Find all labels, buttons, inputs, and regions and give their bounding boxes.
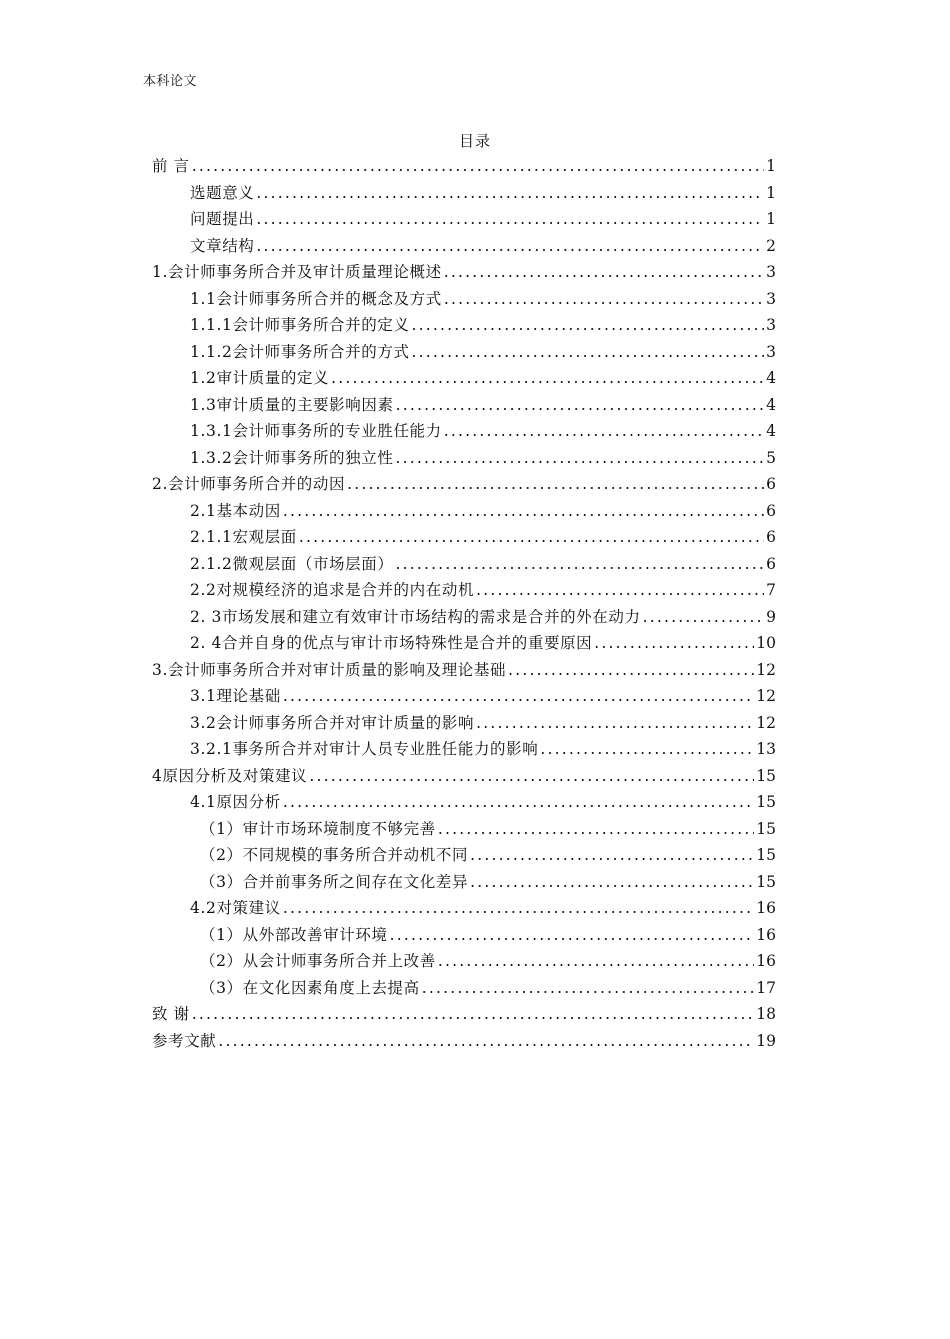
toc-entry-text: 2. 3市场发展和建立有效审计市场结构的需求是合并的外在动力 [190, 607, 641, 626]
toc-entry-text: 选题意义 [190, 183, 255, 202]
toc-entry-page: 15 [756, 846, 776, 864]
toc-entry[interactable] [152, 737, 776, 764]
toc-entry-page: 10 [756, 634, 776, 652]
toc-entry[interactable] [152, 658, 776, 685]
toc-entry-page: 13 [756, 740, 776, 758]
dot-leader [283, 793, 754, 811]
toc-entry-page: 3 [766, 342, 776, 361]
dot-leader [395, 555, 764, 573]
toc-entry-page: 17 [756, 978, 776, 997]
toc-entry-text: 4原因分析及对策建议 [152, 766, 308, 785]
toc-entry-text: 4.1原因分析 [190, 793, 281, 811]
toc-entry-text: 1.1会计师事务所合并的概念及方式 [190, 289, 442, 308]
toc-entry[interactable] [152, 234, 776, 261]
toc-entry-text: 2.2对规模经济的追求是合并的内在动机 [190, 581, 475, 599]
toc-entry-page: 16 [756, 952, 776, 970]
toc-entry[interactable] [152, 843, 776, 870]
toc-title: 目录 [458, 132, 491, 150]
toc-entry[interactable] [152, 631, 776, 658]
toc-entry-page: 9 [766, 607, 776, 626]
dot-leader [422, 979, 755, 997]
toc-entry-text: 致 谢 [152, 1005, 190, 1023]
toc-entry-page: 6 [766, 528, 776, 546]
toc-entry-page: 1 [766, 183, 776, 202]
dot-leader [594, 634, 754, 652]
toc-entry-page: 6 [766, 475, 776, 493]
toc-entry-page: 16 [756, 899, 776, 917]
toc-entry-page: 3 [766, 263, 776, 281]
toc-entry-page: 15 [756, 793, 776, 811]
toc-entry-text: 2.1基本动因 [190, 501, 281, 520]
toc-entry-page: 6 [766, 554, 776, 573]
toc-entry[interactable] [152, 605, 776, 632]
dot-leader [395, 449, 764, 467]
toc-entry-text: 3.2会计师事务所合并对审计质量的影响 [190, 713, 475, 732]
toc-entry-text: （1）从外部改善审计环境 [200, 925, 388, 944]
dot-leader [309, 767, 754, 785]
toc-entry-text: 前 言 [152, 157, 190, 175]
toc-entry-text: 2.会计师事务所合并的动因 [152, 475, 346, 493]
toc-entry-page: 5 [766, 448, 776, 467]
dot-leader [192, 1005, 755, 1023]
toc-entry-page: 3 [766, 289, 776, 308]
toc-entry-page: 15 [756, 766, 776, 785]
toc-entry-page: 6 [766, 501, 776, 520]
dot-leader [444, 422, 764, 440]
toc-entry[interactable] [152, 525, 776, 552]
toc-entry-text: 2. 4合并自身的优点与审计市场特殊性是合并的重要原因 [190, 634, 593, 652]
toc-entry-page: 12 [756, 660, 776, 679]
toc-entry[interactable] [152, 711, 776, 738]
toc-entry-page: 19 [756, 1031, 776, 1050]
dot-leader [256, 210, 764, 228]
toc-entry[interactable] [152, 976, 776, 1003]
dot-leader [256, 237, 764, 255]
toc-entry-text: 2.1.2微观层面（市场层面） [190, 554, 394, 573]
dot-leader [218, 1032, 754, 1050]
dot-leader [390, 926, 755, 944]
toc-entry[interactable] [152, 949, 776, 976]
dot-leader [283, 899, 754, 917]
page-header: 本科论文 [143, 74, 198, 89]
toc-entry[interactable] [152, 1002, 776, 1029]
toc-entry[interactable] [152, 499, 776, 526]
toc-entry-text: 1.3.2会计师事务所的独立性 [190, 448, 394, 467]
toc-entry-text: （1）审计市场环境制度不够完善 [200, 819, 436, 838]
toc-entry-text: （3）在文化因素角度上去提高 [200, 978, 420, 997]
toc-entry-text: 1.会计师事务所合并及审计质量理论概述 [152, 263, 442, 281]
toc-entry[interactable] [152, 446, 776, 473]
toc-entry-page: 4 [766, 369, 776, 387]
dot-leader [540, 740, 754, 758]
toc-entry-page: 1 [766, 210, 776, 228]
toc-entry-text: 文章结构 [190, 236, 255, 255]
toc-entry-text: 3.会计师事务所合并对审计质量的影响及理论基础 [152, 660, 507, 679]
toc-entry[interactable] [152, 181, 776, 208]
dot-leader [331, 369, 764, 387]
toc-entry-page: 2 [766, 236, 776, 255]
toc-entry[interactable] [152, 207, 776, 234]
toc-entry[interactable] [152, 472, 776, 499]
toc-entry-text: 1.3审计质量的主要影响因素 [190, 395, 394, 414]
dot-leader [283, 687, 754, 705]
toc-entry-text: （2）不同规模的事务所合并动机不同 [200, 846, 469, 864]
toc-entry[interactable] [152, 340, 776, 367]
toc-entry-page: 16 [756, 925, 776, 944]
toc-entry[interactable] [152, 764, 776, 791]
toc-entry[interactable] [152, 313, 776, 340]
toc-entry-text: 1.1.1会计师事务所合并的定义 [190, 316, 410, 334]
toc-entry[interactable] [152, 684, 776, 711]
toc-entry-text: 1.3.1会计师事务所的专业胜任能力 [190, 422, 442, 440]
toc-entry-text: 1.1.2会计师事务所合并的方式 [190, 342, 410, 361]
dot-leader [438, 952, 754, 970]
dot-leader [412, 316, 765, 334]
toc-entry-page: 4 [766, 395, 776, 414]
dot-leader [476, 581, 764, 599]
toc-entry-page: 12 [756, 713, 776, 732]
toc-entry-text: 2.1.1宏观层面 [190, 528, 297, 546]
toc-entry-page: 3 [766, 316, 776, 334]
toc-entry-page: 15 [756, 872, 776, 891]
toc-entry[interactable] [152, 578, 776, 605]
dot-leader [444, 263, 764, 281]
toc-entry[interactable] [152, 552, 776, 579]
dot-leader [508, 661, 754, 679]
toc-entry[interactable] [152, 154, 776, 181]
toc-entry[interactable] [152, 366, 776, 393]
toc-entry[interactable] [152, 923, 776, 950]
dot-leader [256, 184, 764, 202]
toc-entry-text: 问题提出 [190, 210, 255, 228]
toc-entry-page: 18 [756, 1005, 776, 1023]
toc-entry-text: 3.2.1事务所合并对审计人员专业胜任能力的影响 [190, 740, 539, 758]
dot-leader [470, 873, 754, 891]
toc-entry[interactable] [152, 817, 776, 844]
toc-entry-text: 1.2审计质量的定义 [190, 369, 330, 387]
toc-entry-text: 3.1理论基础 [190, 687, 281, 705]
toc-entry[interactable] [152, 419, 776, 446]
toc-entry[interactable] [152, 260, 776, 287]
toc-entry-page: 4 [766, 422, 776, 440]
toc-entry-text: 4.2对策建议 [190, 899, 281, 917]
dot-leader [192, 157, 764, 175]
toc-entry[interactable] [152, 896, 776, 923]
toc-entry[interactable] [152, 1029, 776, 1056]
dot-leader [476, 714, 754, 732]
toc-entry[interactable] [152, 870, 776, 897]
dot-leader [299, 528, 764, 546]
toc-entry[interactable] [152, 287, 776, 314]
toc-entry[interactable] [152, 393, 776, 420]
table-of-contents [152, 154, 776, 1055]
toc-entry-text: （2）从会计师事务所合并上改善 [200, 952, 436, 970]
toc-entry[interactable] [152, 790, 776, 817]
dot-leader [470, 846, 754, 864]
dot-leader [347, 475, 764, 493]
toc-entry-page: 1 [766, 157, 776, 175]
toc-entry-page: 15 [756, 819, 776, 838]
dot-leader [396, 396, 765, 414]
dot-leader [643, 608, 765, 626]
toc-entry-text: 参考文献 [152, 1031, 217, 1050]
dot-leader [283, 502, 764, 520]
dot-leader [444, 290, 764, 308]
dot-leader [438, 820, 754, 838]
toc-entry-text: （3）合并前事务所之间存在文化差异 [200, 872, 469, 891]
toc-entry-page: 7 [766, 581, 776, 599]
dot-leader [412, 343, 765, 361]
toc-entry-page: 12 [756, 687, 776, 705]
